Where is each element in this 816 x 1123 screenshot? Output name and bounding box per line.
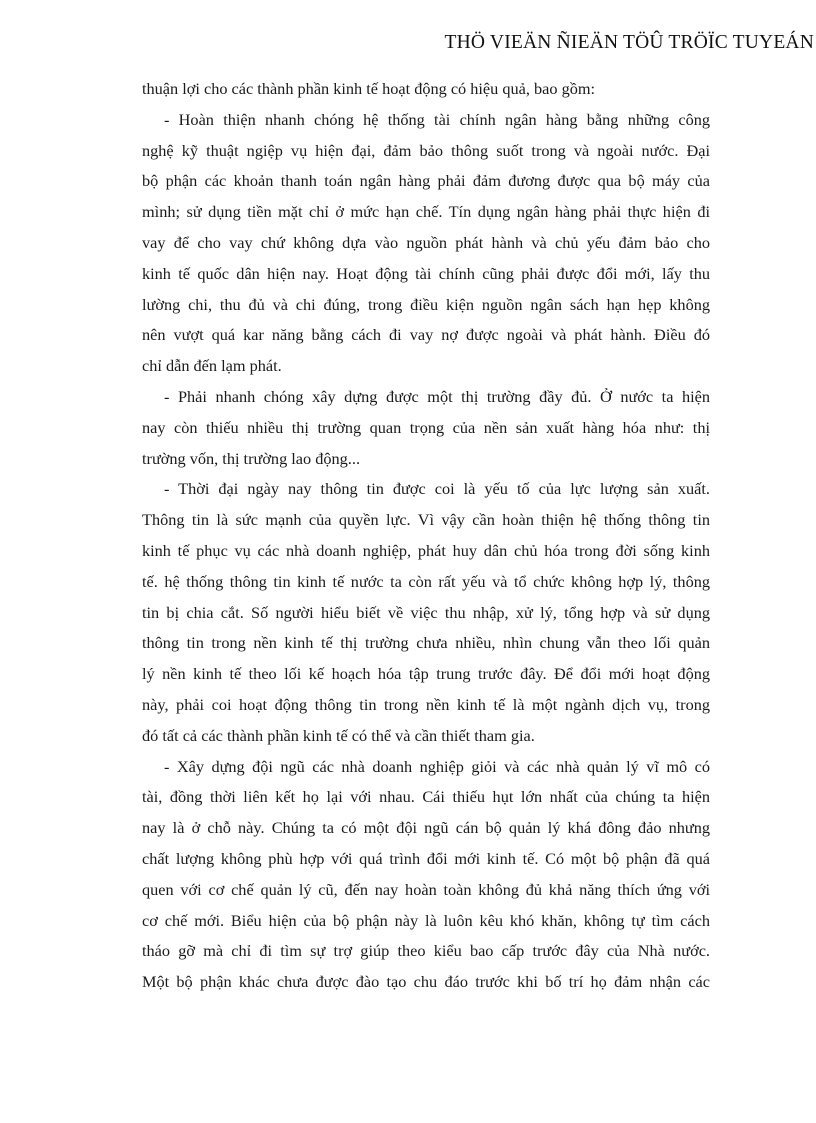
text-line: chất lượng không phù hợp với quá trình đổi mới kinh tế. Có một bộ phận đã quá (142, 848, 710, 868)
text-line: Thông tin là sức mạnh của quyền lực. Vì vậy cần hoàn thiện hệ thống thông tin (142, 510, 710, 530)
text-line: trường vốn, thị trường lao động... (142, 448, 361, 468)
text-line: - Hoàn thiện nhanh chóng hệ thống tài chính ngân hàng bằng những công (164, 109, 710, 129)
text-line: thuận lợi cho các thành phần kinh tế hoạt động có hiệu quả, bao gồm: (142, 79, 596, 98)
text-line: - Thời đại ngày nay thông tin được coi là yếu tố của lực lượng sản xuất. (164, 479, 710, 499)
text-line: nghệ kỹ thuật ngiệp vụ hiện đại, đảm bảo thông suốt trong và ngoài nước. Đại (142, 140, 710, 160)
text-line: nay còn thiếu nhiều thị trường quan trọng của nền sản xuất hàng hóa như: thị (142, 417, 710, 437)
body-text (142, 74, 710, 998)
text-line: vay để cho vay chứ không dựa vào nguồn phát hành và chủ yếu đảm bảo cho (142, 232, 710, 252)
text-line: tài, đồng thời liên kết họ lại với nhau. Cái thiếu hụt lớn nhất của chúng ta hiện (142, 787, 710, 807)
text-line: Một bộ phận khác chưa được đào tạo chu đáo trước khi bố trí họ đảm nhận các (142, 972, 710, 992)
text-line: chỉ dẫn đến lạm phát. (142, 356, 282, 376)
text-line: - Xây dựng đội ngũ các nhà doanh nghiệp giỏi và các nhà quản lý vĩ mô có (164, 756, 710, 776)
text-line: - Phải nhanh chóng xây dựng được một thị trường đầy đủ. Ở nước ta hiện (164, 386, 710, 406)
text-line: cơ chế mới. Biểu hiện của bộ phận này là luôn kêu khó khăn, không tự tìm cách (142, 910, 710, 930)
text-line: nay là ở chỗ này. Chúng ta có một đội ngũ cán bộ quản lý khá đông đảo nhưng (142, 818, 710, 838)
text-line: nên vượt quá kar năng bằng cách đi vay nợ được ngoài và phát hành. Điều đó (142, 325, 710, 345)
text-line: mình; sử dụng tiền mặt chỉ ở mức hạn chế. Tín dụng ngân hàng phải thực hiện đi (142, 202, 710, 222)
page-header: THÖ VIEÄN ÑIEÄN TÖÛ TRÖÏC TUYEÁN (444, 32, 814, 53)
text-line: lường chi, thu đủ và chi đúng, trong điều kiện nguồn ngân sách hạn hẹp không (142, 294, 710, 314)
text-line: kinh tế quốc dân hiện nay. Hoạt động tài chính cũng phải được đổi mới, lấy thu (142, 263, 710, 283)
text-line: thông tin trong nền kinh tế thị trường chưa nhiều, nhìn chung vẫn theo lối quản (142, 633, 710, 653)
text-line: lý nền kinh tế theo lối kế hoạch hóa tập trung trước đây. Để đổi mới hoạt động (142, 664, 710, 684)
text-line: đó tất cả các thành phần kinh tế có thể và cần thiết tham gia. (142, 725, 535, 745)
text-line: tin bị chia cắt. Số người hiểu biết về việc thu nhập, xử lý, tổng hợp và sử dụng (142, 602, 710, 622)
text-line: kinh tế phục vụ các nhà doanh nghiệp, phát huy dân chủ hóa trong đời sống kinh (142, 540, 710, 560)
text-line: bộ phận các khoản thanh toán ngân hàng phải đảm đương được qua bộ máy của (142, 171, 710, 191)
text-line: tế. hệ thống thông tin kinh tế nước ta còn rất yếu và tổ chức không hợp lý, thông (142, 571, 710, 591)
text-line: quen với cơ chế quản lý cũ, đến nay hoàn toàn không đủ khả năng thích ứng với (142, 879, 710, 899)
text-line: này, phải coi hoạt động thông tin trong nền kinh tế là một ngành dịch vụ, trong (142, 694, 710, 714)
text-line: tháo gỡ mà chỉ đi tìm sự trợ giúp theo kiểu bao cấp trước đây của Nhà nước. (142, 941, 710, 961)
